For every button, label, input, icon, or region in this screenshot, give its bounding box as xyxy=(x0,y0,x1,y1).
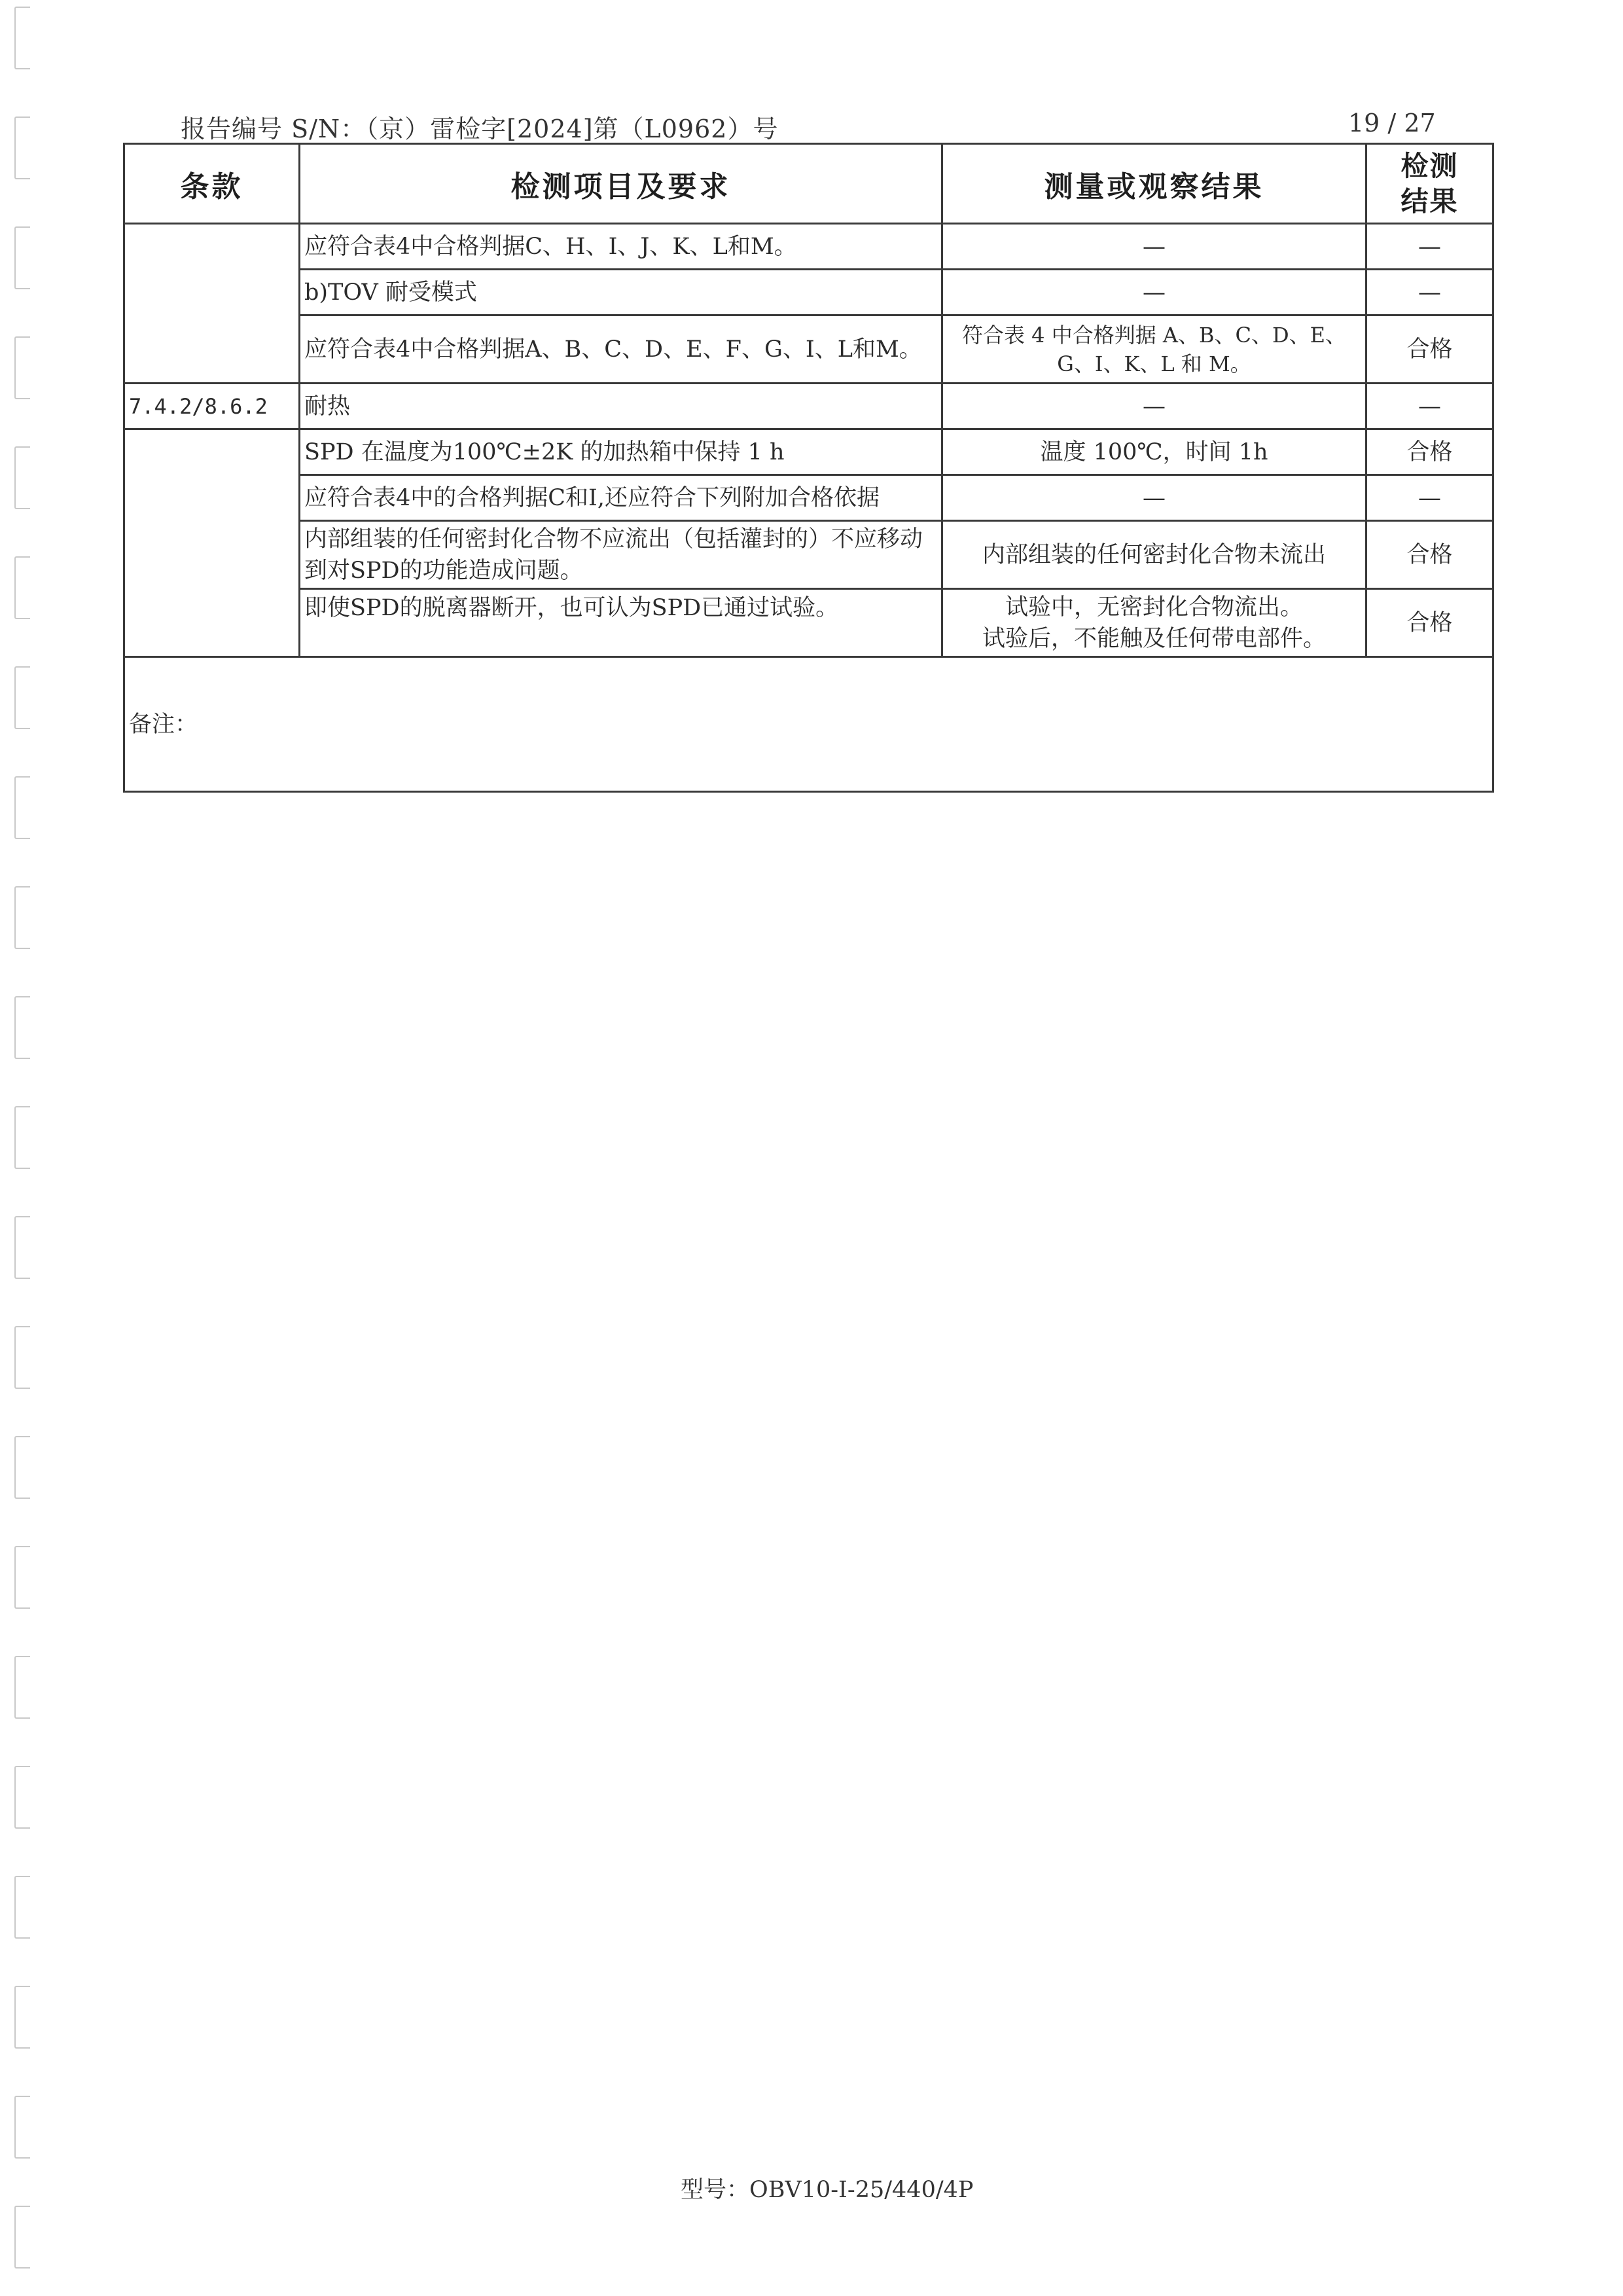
binding-hole xyxy=(14,776,30,839)
binding-hole xyxy=(14,7,30,69)
measurement-cell: — xyxy=(942,270,1366,315)
binding-hole xyxy=(14,1436,30,1499)
binding-hole xyxy=(14,226,30,289)
clause-cell: 7.4.2/8.6.2 xyxy=(124,384,300,429)
binding-hole xyxy=(14,1876,30,1939)
report-number: 报告编号 S/N：（京）雷检字[2024]第（L0962）号 xyxy=(181,115,779,143)
table-row xyxy=(124,429,1493,475)
binding-hole xyxy=(14,1326,30,1389)
binding-hole xyxy=(14,2096,30,2159)
remarks-row xyxy=(124,657,1493,792)
result-cell: 合格 xyxy=(1366,521,1493,589)
table-row xyxy=(124,224,1493,270)
table-row xyxy=(124,475,1493,521)
measurement-line: 试验后，不能触及任何带电部件。 xyxy=(982,625,1326,652)
item-cell: SPD 在温度为100℃±2K 的加热箱中保持 1 h xyxy=(300,429,942,475)
clause-cell xyxy=(124,224,300,384)
result-cell: 合格 xyxy=(1366,429,1493,475)
binding-hole xyxy=(14,117,30,179)
binding-hole xyxy=(14,1986,30,2049)
item-cell: 内部组装的任何密封化合物不应流出（包括灌封的）不应移动到对SPD的功能造成问题。 xyxy=(300,521,942,589)
measurement-cell: 符合表 4 中合格判据 A、B、C、D、E、G、I、K、L 和 M。 xyxy=(942,315,1366,384)
measurement-cell xyxy=(942,589,1366,657)
binding-hole xyxy=(14,2206,30,2269)
test-results-table xyxy=(123,143,1494,793)
binding-hole xyxy=(14,666,30,729)
result-cell: — xyxy=(1366,224,1493,270)
table-row xyxy=(124,270,1493,315)
binding-hole xyxy=(14,446,30,509)
remarks-label: 备注： xyxy=(129,711,198,738)
result-cell: 合格 xyxy=(1366,589,1493,657)
item-cell: 应符合表4中合格判据C、H、I、J、K、L和M。 xyxy=(300,224,942,270)
measurement-cell: — xyxy=(942,384,1366,429)
column-header-measurement: 测量或观察结果 xyxy=(942,144,1366,224)
binding-hole xyxy=(14,1766,30,1829)
item-cell: 耐热 xyxy=(300,384,942,429)
item-cell: 即使SPD的脱离器断开，也可认为SPD已通过试验。 xyxy=(300,589,942,657)
result-cell: 合格 xyxy=(1366,315,1493,384)
item-cell: 应符合表4中合格判据A、B、C、D、E、F、G、I、L和M。 xyxy=(300,315,942,384)
measurement-cell: — xyxy=(942,475,1366,521)
measurement-line: 试验中，无密封化合物流出。 xyxy=(1005,594,1303,620)
binding-hole xyxy=(14,336,30,399)
table-row xyxy=(124,384,1493,429)
result-cell: — xyxy=(1366,475,1493,521)
binding-hole xyxy=(14,556,30,619)
column-header-clause: 条款 xyxy=(124,144,300,224)
table-row xyxy=(124,589,1493,657)
column-header-result: 检测结果 xyxy=(1366,144,1493,224)
binding-hole xyxy=(14,1656,30,1719)
column-header-item: 检测项目及要求 xyxy=(300,144,942,224)
page-number: 19 / 27 xyxy=(1348,109,1436,137)
measurement-cell: 温度 100℃，时间 1h xyxy=(942,429,1366,475)
table-row xyxy=(124,521,1493,589)
binding-hole xyxy=(14,886,30,949)
binding-hole xyxy=(14,1106,30,1169)
binding-holes xyxy=(14,0,41,2296)
model-footer: 型号：OBV10-I-25/440/4P xyxy=(681,2177,974,2203)
binding-hole xyxy=(14,1216,30,1279)
measurement-cell: 内部组装的任何密封化合物未流出 xyxy=(942,521,1366,589)
clause-cell xyxy=(124,429,300,657)
item-cell: 应符合表4中的合格判据C和I,还应符合下列附加合格依据 xyxy=(300,475,942,521)
result-cell: — xyxy=(1366,270,1493,315)
measurement-cell: — xyxy=(942,224,1366,270)
remarks-cell xyxy=(124,657,1493,792)
binding-hole xyxy=(14,996,30,1059)
result-cell: — xyxy=(1366,384,1493,429)
binding-hole xyxy=(14,1546,30,1609)
table-header-row xyxy=(124,144,1493,224)
table-row xyxy=(124,315,1493,384)
item-cell: b)TOV 耐受模式 xyxy=(300,270,942,315)
